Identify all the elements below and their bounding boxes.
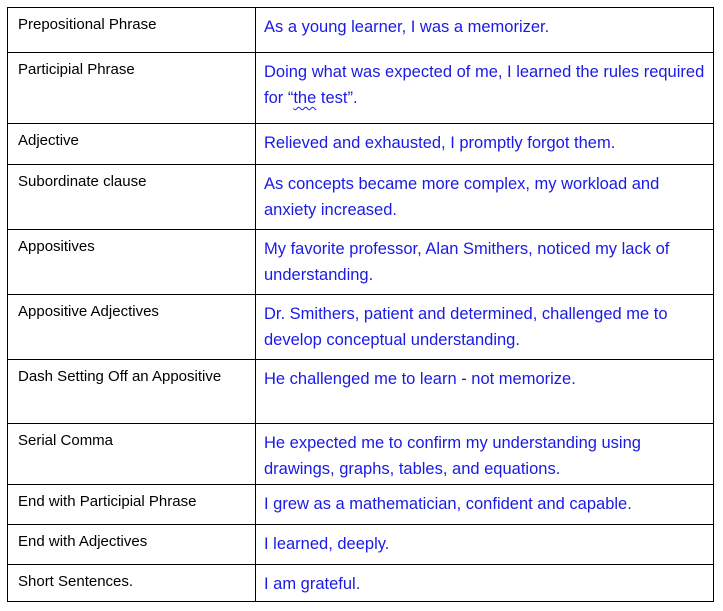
row-example: I grew as a mathematician, confident and capable. [256,485,714,525]
row-example: I am grateful. [256,565,714,602]
row-example: As a young learner, I was a memorizer. [256,8,714,53]
table-row [8,424,714,485]
row-example [256,53,714,124]
table-row [8,525,714,565]
row-example: He challenged me to learn - not memorize. [256,360,714,424]
row-label: Participial Phrase [8,53,256,124]
row-example: I learned, deeply. [256,525,714,565]
row-label: Dash Setting Off an Appositive [8,360,256,424]
table-row [8,565,714,602]
row-label: Serial Comma [8,424,256,485]
row-label: Short Sentences. [8,565,256,602]
row-example: Relieved and exhausted, I promptly forgot them. [256,124,714,165]
row-label: End with Participial Phrase [8,485,256,525]
row-label: End with Adjectives [8,525,256,565]
table-row [8,8,714,53]
table-row [8,165,714,230]
row-example: Dr. Smithers, patient and determined, challenged me to develop conceptual understanding. [256,295,714,360]
row-label: Appositives [8,230,256,295]
sentence-structure-table [7,7,714,602]
example-text: test”. [316,89,358,107]
table-row [8,485,714,525]
row-label: Adjective [8,124,256,165]
table-row [8,295,714,360]
example-text: Doing what was expected of me, I learned the rules required for “ [264,63,705,107]
spellcheck-marked-word: the [293,89,317,107]
row-example: As concepts became more complex, my workload and anxiety increased. [256,165,714,230]
row-label: Prepositional Phrase [8,8,256,53]
row-label: Appositive Adjectives [8,295,256,360]
row-example: My favorite professor, Alan Smithers, noticed my lack of understanding. [256,230,714,295]
table-row [8,124,714,165]
table-row [8,230,714,295]
table-row [8,360,714,424]
table-row [8,53,714,124]
row-example: He expected me to confirm my understanding using drawings, graphs, tables, and equations. [256,424,714,485]
row-label: Subordinate clause [8,165,256,230]
